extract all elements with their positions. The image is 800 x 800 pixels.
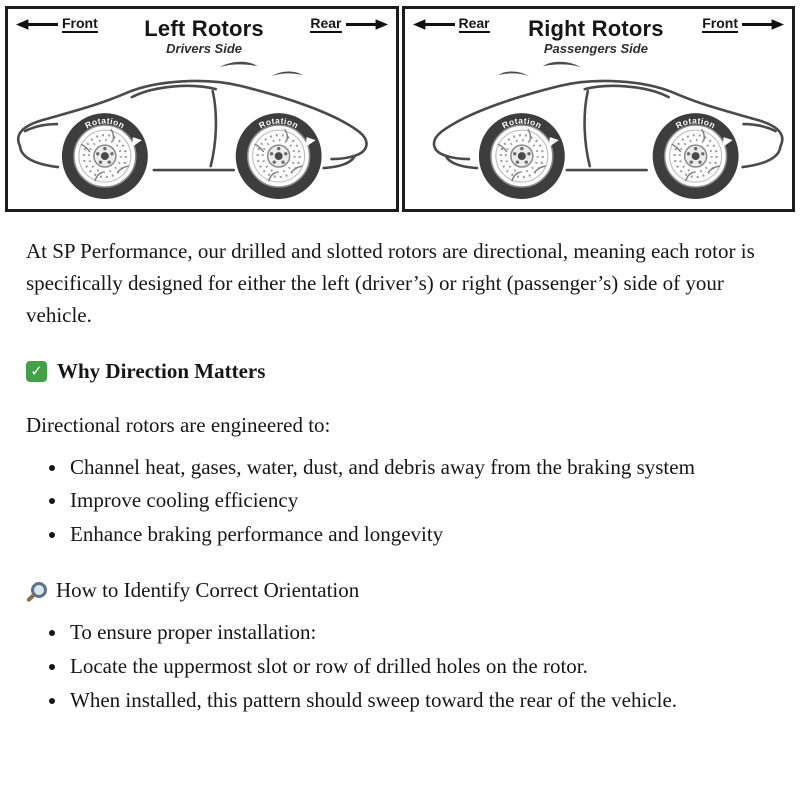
car-accent-swooshes — [497, 62, 580, 76]
right-panel-subtitle: Passengers Side — [543, 41, 648, 57]
rotation-label: Rotation — [673, 115, 717, 131]
rotation-label: Rotation — [257, 115, 301, 131]
right-rotors-panel — [402, 6, 796, 212]
rear-label: Rear — [310, 15, 342, 31]
heading-text: Why Direction Matters — [57, 358, 266, 383]
rear-rotor-right-side — [478, 113, 564, 199]
front-label: Front — [62, 15, 98, 31]
front-rotor-right-side — [652, 113, 738, 199]
rear-direction-label — [310, 16, 387, 33]
why-bullet-list — [26, 452, 760, 552]
right-panel-header — [405, 9, 793, 56]
car-illustration-left — [8, 56, 396, 208]
front-label: Front — [702, 15, 738, 31]
front-direction-label — [702, 16, 784, 33]
rotor-direction-diagram — [5, 6, 795, 212]
front-rotor-left-side — [62, 113, 148, 199]
rotation-label: Rotation — [499, 115, 544, 131]
list-item: • Improve cooling efficiency — [68, 485, 748, 517]
list-item: • When installed, this pattern should sweep toward the rear of the vehicle. — [68, 685, 748, 717]
engineered-to-lead: Directional rotors are engineered to: — [26, 412, 331, 437]
identify-orientation-heading — [26, 575, 760, 607]
left-panel-title-block — [144, 17, 264, 56]
list-item: • Channel heat, gases, water, dust, and debris away from the braking system — [68, 452, 748, 484]
heading-text: How to Identify Correct Orientation — [56, 578, 360, 603]
left-rotors-panel — [5, 6, 399, 212]
arrow-right-icon — [742, 19, 784, 30]
article-body — [0, 212, 800, 717]
car-illustration-right — [405, 56, 793, 208]
right-panel-title: Right Rotors — [528, 16, 664, 41]
car-accent-swooshes — [220, 62, 303, 76]
arrow-right-icon — [346, 19, 388, 30]
right-panel-title-block — [528, 17, 664, 56]
rear-label: Rear — [458, 15, 490, 31]
list-item: • Enhance braking performance and longevity — [68, 519, 748, 551]
how-bullet-list — [26, 617, 760, 717]
rear-rotor-left-side — [236, 113, 322, 199]
list-item: • Locate the uppermost slot or row of drilled holes on the rotor. — [68, 651, 748, 683]
rear-direction-label — [413, 16, 490, 33]
arrow-left-icon — [16, 19, 58, 30]
intro-paragraph: At SP Performance, our drilled and slotted rotors are directional, meaning each rotor is specifically designed for either the left (driver’s) or right (passenger’s) side of your vehicle. — [26, 239, 755, 327]
left-panel-header — [8, 9, 396, 56]
arrow-left-icon — [413, 19, 455, 30]
front-direction-label — [16, 16, 98, 33]
rotation-label: Rotation — [83, 115, 127, 131]
list-item: • To ensure proper installation: — [68, 617, 748, 649]
why-direction-matters-heading — [26, 356, 760, 388]
left-panel-subtitle: Drivers Side — [166, 41, 242, 57]
check-mark-emoji-icon: ✓ — [26, 361, 47, 382]
magnifying-glass-emoji-icon — [26, 581, 46, 602]
left-panel-title: Left Rotors — [144, 16, 264, 41]
